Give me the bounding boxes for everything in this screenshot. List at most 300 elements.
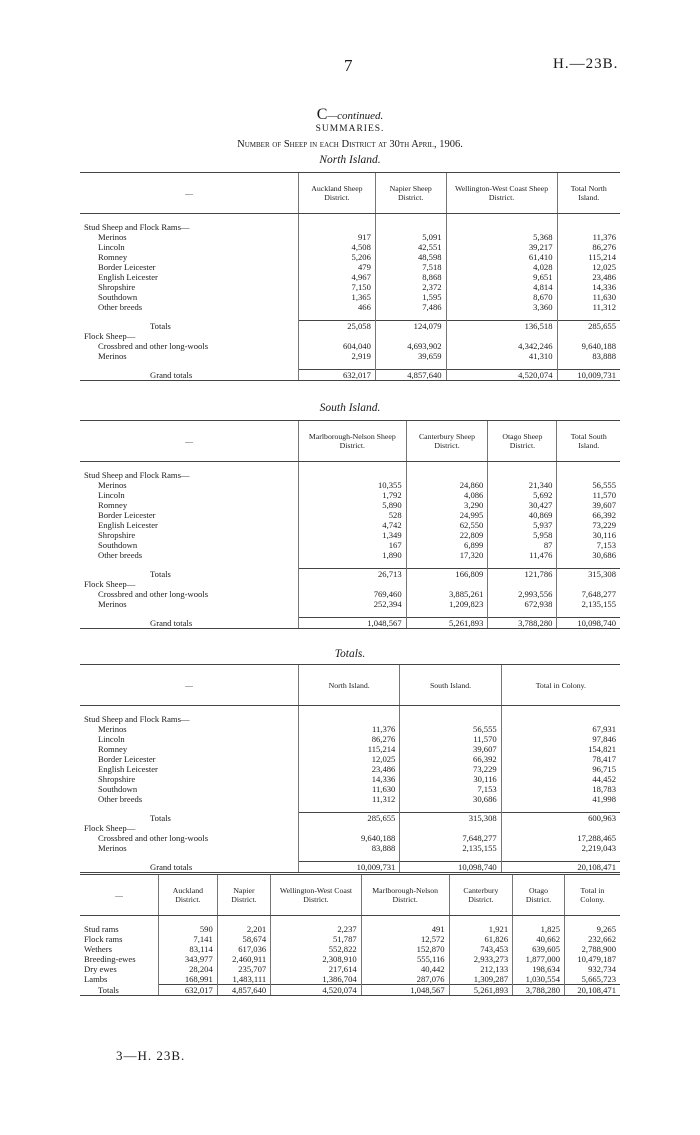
empty-cell [406,470,488,480]
value-cell: 24,860 [406,480,488,490]
row-label: Border Leicester [98,510,156,520]
value-cell: 5,665,723 [565,974,620,985]
row-label: Border Leicester [98,262,156,272]
spacer-cell [80,706,299,715]
row-label: Shropshire [98,774,136,784]
value-cell: 96,715 [501,764,620,774]
column-header: Auckland District. [159,875,218,916]
value-cell: 4,508 [299,242,376,252]
value-cell: 7,518 [375,262,446,272]
value-cell: 1,030,554 [513,974,565,985]
row-label: Crossbred and other long-wools [98,833,209,843]
empty-cell [299,222,376,232]
grand-totals-row [80,862,620,873]
value-cell: 11,570 [400,734,501,744]
value-cell: 83,888 [299,843,400,853]
group-row [80,331,620,341]
stub-header: — [80,875,159,916]
spacer-cell [80,609,299,618]
value-cell: 7,150 [299,282,376,292]
value-cell: 5,368 [446,232,557,242]
value-cell: 552,822 [271,944,362,954]
row-label: Merinos [98,724,127,734]
value-cell: 58,674 [217,934,270,944]
value-cell: 7,648,277 [400,833,501,843]
empty-cell [557,579,620,589]
spacer-cell [217,916,270,925]
value-cell: 10,009,731 [299,862,400,873]
empty-cell [375,331,446,341]
value-cell: 4,967 [299,272,376,282]
spacer-cell [299,462,407,471]
value-cell: 632,017 [159,985,218,996]
value-cell: 2,308,910 [271,954,362,964]
value-cell: 6,899 [406,540,488,550]
value-cell: 2,219,043 [501,843,620,853]
value-cell: 1,349 [299,530,407,540]
table-row [80,242,620,252]
value-cell: 66,392 [400,754,501,764]
value-cell: 62,550 [406,520,488,530]
value-cell: 3,788,280 [488,618,557,629]
value-cell: 2,201 [217,924,270,934]
value-cell: 4,086 [406,490,488,500]
value-cell: 3,788,280 [513,985,565,996]
value-cell: 1,595 [375,292,446,302]
value-cell: 66,392 [557,510,620,520]
spacer-cell [488,560,557,569]
table-row [80,351,620,361]
spacer-cell [449,916,513,925]
spacer-cell [299,853,400,862]
row-label: Other breeds [98,794,143,804]
spacer-cell [565,916,620,925]
empty-cell [557,331,620,341]
value-cell: 287,076 [361,974,449,985]
value-cell: 4,520,074 [446,370,557,381]
totals-table [80,664,620,873]
totals-row [80,321,620,332]
column-header: Marlborough-Nelson Sheep District. [299,421,407,462]
value-cell: 2,237 [271,924,362,934]
value-cell: 42,551 [375,242,446,252]
spacer-cell [400,853,501,862]
empty-cell [557,470,620,480]
row-label: Lincoln [98,242,125,252]
value-cell: 3,885,261 [406,589,488,599]
value-cell: 152,870 [361,944,449,954]
table-row [80,724,620,734]
column-header: Total South Island. [557,421,620,462]
value-cell: 7,648,277 [557,589,620,599]
empty-cell [299,470,407,480]
spacer-cell [299,560,407,569]
column-header: Napier District. [217,875,270,916]
value-cell: 73,229 [557,520,620,530]
value-cell: 11,570 [557,490,620,500]
header-row [80,421,620,462]
value-cell: 10,098,740 [400,862,501,873]
totals-title: Totals. [334,648,366,660]
value-cell: 5,937 [488,520,557,530]
row-label: Grand totals [80,618,299,629]
row-label: Lincoln [98,490,125,500]
stub-header: — [80,421,299,462]
table-row [80,964,620,974]
value-cell: 17,320 [406,550,488,560]
value-cell: 14,336 [299,774,400,784]
spacer-cell [446,361,557,370]
table-row [80,282,620,292]
table-row [80,252,620,262]
value-cell: 1,877,000 [513,954,565,964]
value-cell: 10,479,187 [565,954,620,964]
row-label: Romney [98,252,128,262]
table-row [80,843,620,853]
value-cell: 44,452 [501,774,620,784]
value-cell: 67,931 [501,724,620,734]
value-cell: 479 [299,262,376,272]
value-cell: 30,686 [557,550,620,560]
south-island-table [80,420,620,629]
footer-mark: 3—H. 23B. [116,1048,186,1063]
group-row [80,470,620,480]
value-cell: 5,692 [488,490,557,500]
value-cell: 12,025 [299,754,400,764]
value-cell: 7,153 [400,784,501,794]
value-cell: 115,214 [299,744,400,754]
value-cell: 12,572 [361,934,449,944]
table-row [80,530,620,540]
spacer-cell [375,361,446,370]
value-cell: 3,290 [406,500,488,510]
value-cell: 73,229 [400,764,501,774]
value-cell: 7,141 [159,934,218,944]
spacer-row [80,214,620,223]
row-label: Other breeds [98,302,143,312]
value-cell: 5,958 [488,530,557,540]
value-cell: 285,655 [299,813,400,824]
row-label: Merinos [98,232,127,242]
spacer-cell [299,609,407,618]
group-row [80,579,620,589]
page-number: 7 [344,56,353,75]
value-cell: 83,114 [159,944,218,954]
group-row [80,714,620,724]
value-cell: 86,276 [299,734,400,744]
spacer-cell [159,916,218,925]
totals-row [80,985,620,996]
spacer-cell [80,916,159,925]
empty-cell [299,579,407,589]
spacer-cell [299,361,376,370]
row-label: Southdown [98,784,138,794]
south-island-title: South Island. [319,402,381,414]
value-cell: 2,993,556 [488,589,557,599]
column-header: Total North Island. [557,173,620,214]
row-label: Romney [98,500,128,510]
spacer-cell [406,462,488,471]
spacer-cell [557,312,620,321]
row-label: Merinos [98,480,127,490]
row-label: English Leicester [98,272,158,282]
row-label: Other breeds [98,550,143,560]
value-cell: 25,058 [299,321,376,332]
empty-cell [375,222,446,232]
value-cell: 285,655 [557,321,620,332]
value-cell: 154,821 [501,744,620,754]
table-row [80,934,620,944]
value-cell: 78,417 [501,754,620,764]
column-header: Canterbury District. [449,875,513,916]
spacer-cell [446,312,557,321]
value-cell: 121,786 [488,569,557,580]
value-cell: 5,091 [375,232,446,242]
value-cell: 115,214 [557,252,620,262]
row-label: Shropshire [98,530,136,540]
value-cell: 5,890 [299,500,407,510]
value-cell: 7,153 [557,540,620,550]
spacer-cell [557,214,620,223]
table-row [80,744,620,754]
value-cell: 252,394 [299,599,407,609]
value-cell: 11,476 [488,550,557,560]
table-row [80,232,620,242]
value-cell: 2,372 [375,282,446,292]
value-cell: 87 [488,540,557,550]
row-label: Shropshire [98,282,136,292]
value-cell: 20,108,471 [565,985,620,996]
table-row [80,550,620,560]
spacer-cell [271,916,362,925]
group-label: Flock Sheep— [84,823,136,833]
value-cell: 672,938 [488,599,557,609]
value-cell: 769,460 [299,589,407,599]
spacer-row [80,916,620,925]
value-cell: 26,713 [299,569,407,580]
value-cell: 1,921 [449,924,513,934]
north-island-title: North Island. [319,154,381,166]
value-cell: 466 [299,302,376,312]
spacer-cell [446,214,557,223]
column-header: Auckland Sheep District. [299,173,376,214]
spacer-cell [557,361,620,370]
value-cell: 4,857,640 [375,370,446,381]
value-cell: 1,365 [299,292,376,302]
spacer-row [80,706,620,715]
row-label: Merinos [98,351,127,361]
value-cell: 11,376 [299,724,400,734]
value-cell: 61,826 [449,934,513,944]
column-header: Total in Colony. [501,665,620,706]
spacer-cell [299,804,400,813]
value-cell: 4,814 [446,282,557,292]
value-cell: 12,025 [557,262,620,272]
column-header: Canterbury Sheep District. [406,421,488,462]
value-cell: 604,040 [299,341,376,351]
empty-cell [501,823,620,833]
table-row [80,292,620,302]
value-cell: 10,098,740 [557,618,620,629]
group-label: Stud Sheep and Flock Rams— [84,714,190,724]
spacer-row [80,560,620,569]
grand-totals-row [80,370,620,381]
empty-cell [557,222,620,232]
row-label: Romney [98,744,128,754]
column-header: Otago District. [513,875,565,916]
value-cell: 7,486 [375,302,446,312]
header-row [80,173,620,214]
value-cell: 1,890 [299,550,407,560]
value-cell: 8,670 [446,292,557,302]
value-cell: 2,919 [299,351,376,361]
spacer-row [80,462,620,471]
spacer-cell [400,706,501,715]
value-cell: 3,360 [446,302,557,312]
value-cell: 11,376 [557,232,620,242]
spacer-cell [375,312,446,321]
table-row [80,500,620,510]
value-cell: 5,261,893 [406,618,488,629]
spacer-row [80,609,620,618]
continued-letter: C [316,106,328,123]
header-row [80,875,620,916]
column-header: Wellington-West Coast District. [271,875,362,916]
row-label: Border Leicester [98,754,156,764]
spacer-cell [406,609,488,618]
spacer-row [80,853,620,862]
empty-cell [488,579,557,589]
value-cell: 83,888 [557,351,620,361]
value-cell: 217,614 [271,964,362,974]
empty-cell [299,714,400,724]
value-cell: 24,995 [406,510,488,520]
column-header: Marlborough-Nelson District. [361,875,449,916]
value-cell: 11,312 [557,302,620,312]
table-row [80,774,620,784]
value-cell: 11,312 [299,794,400,804]
column-header: South Island. [400,665,501,706]
value-cell: 590 [159,924,218,934]
empty-cell [299,331,376,341]
spacer-cell [501,706,620,715]
value-cell: 1,209,823 [406,599,488,609]
value-cell: 932,734 [565,964,620,974]
value-cell: 168,991 [159,974,218,985]
value-cell: 600,963 [501,813,620,824]
row-label: Crossbred and other long-wools [98,589,209,599]
spacer-row [80,312,620,321]
empty-cell [406,579,488,589]
value-cell: 39,217 [446,242,557,252]
value-cell: 632,017 [299,370,376,381]
row-label: Southdown [98,292,138,302]
spacer-cell [488,609,557,618]
spacer-row [80,361,620,370]
row-label: Breeding-ewes [84,954,136,964]
spacer-cell [80,312,299,321]
table-row [80,794,620,804]
spacer-cell [400,804,501,813]
spacer-cell [406,560,488,569]
value-cell: 743,453 [449,944,513,954]
grand-totals-row [80,618,620,629]
value-cell: 17,288,465 [501,833,620,843]
group-label: Flock Sheep— [84,579,136,589]
empty-cell [488,470,557,480]
stub-header: — [80,665,299,706]
table-row [80,272,620,282]
spacer-cell [513,916,565,925]
row-label: Flock rams [84,934,123,944]
empty-cell [299,823,400,833]
row-label: English Leicester [98,520,158,530]
row-label: Dry ewes [84,964,117,974]
table-subtitle: Number of Sheep in each District at 30th April, 1906. [237,139,463,150]
spacer-cell [299,706,400,715]
row-label: English Leicester [98,764,158,774]
value-cell: 51,787 [271,934,362,944]
table-row [80,302,620,312]
value-cell: 18,783 [501,784,620,794]
group-label: Flock Sheep— [84,331,136,341]
column-header: Wellington-West Coast Sheep District. [446,173,557,214]
value-cell: 61,410 [446,252,557,262]
class-table [80,874,620,996]
value-cell: 2,933,273 [449,954,513,964]
value-cell: 1,048,567 [361,985,449,996]
value-cell: 22,809 [406,530,488,540]
value-cell: 41,998 [501,794,620,804]
value-cell: 1,483,111 [217,974,270,985]
group-label: Stud Sheep and Flock Rams— [84,470,190,480]
table-row [80,974,620,985]
value-cell: 917 [299,232,376,242]
spacer-cell [501,853,620,862]
row-label: Crossbred and other long-wools [98,341,209,351]
value-cell: 9,640,188 [557,341,620,351]
value-cell: 20,108,471 [501,862,620,873]
value-cell: 315,308 [400,813,501,824]
row-label: Totals [80,985,159,996]
value-cell: 5,261,893 [449,985,513,996]
table-row [80,734,620,744]
value-cell: 1,048,567 [299,618,407,629]
value-cell: 56,555 [557,480,620,490]
spacer-cell [80,214,299,223]
value-cell: 56,555 [400,724,501,734]
totals-row [80,813,620,824]
value-cell: 21,340 [488,480,557,490]
value-cell: 617,036 [217,944,270,954]
value-cell: 9,651 [446,272,557,282]
value-cell: 1,309,287 [449,974,513,985]
value-cell: 2,135,155 [557,599,620,609]
table-row [80,589,620,599]
continued-text: —continued. [327,110,384,122]
table-row [80,833,620,843]
group-row [80,823,620,833]
value-cell: 11,630 [299,784,400,794]
row-label: Totals [150,812,171,823]
value-cell: 40,662 [513,934,565,944]
table-row [80,764,620,774]
spacer-cell [501,804,620,813]
column-header: Total in Colony. [565,875,620,916]
value-cell: 9,265 [565,924,620,934]
spacer-cell [80,560,299,569]
value-cell: 9,640,188 [299,833,400,843]
